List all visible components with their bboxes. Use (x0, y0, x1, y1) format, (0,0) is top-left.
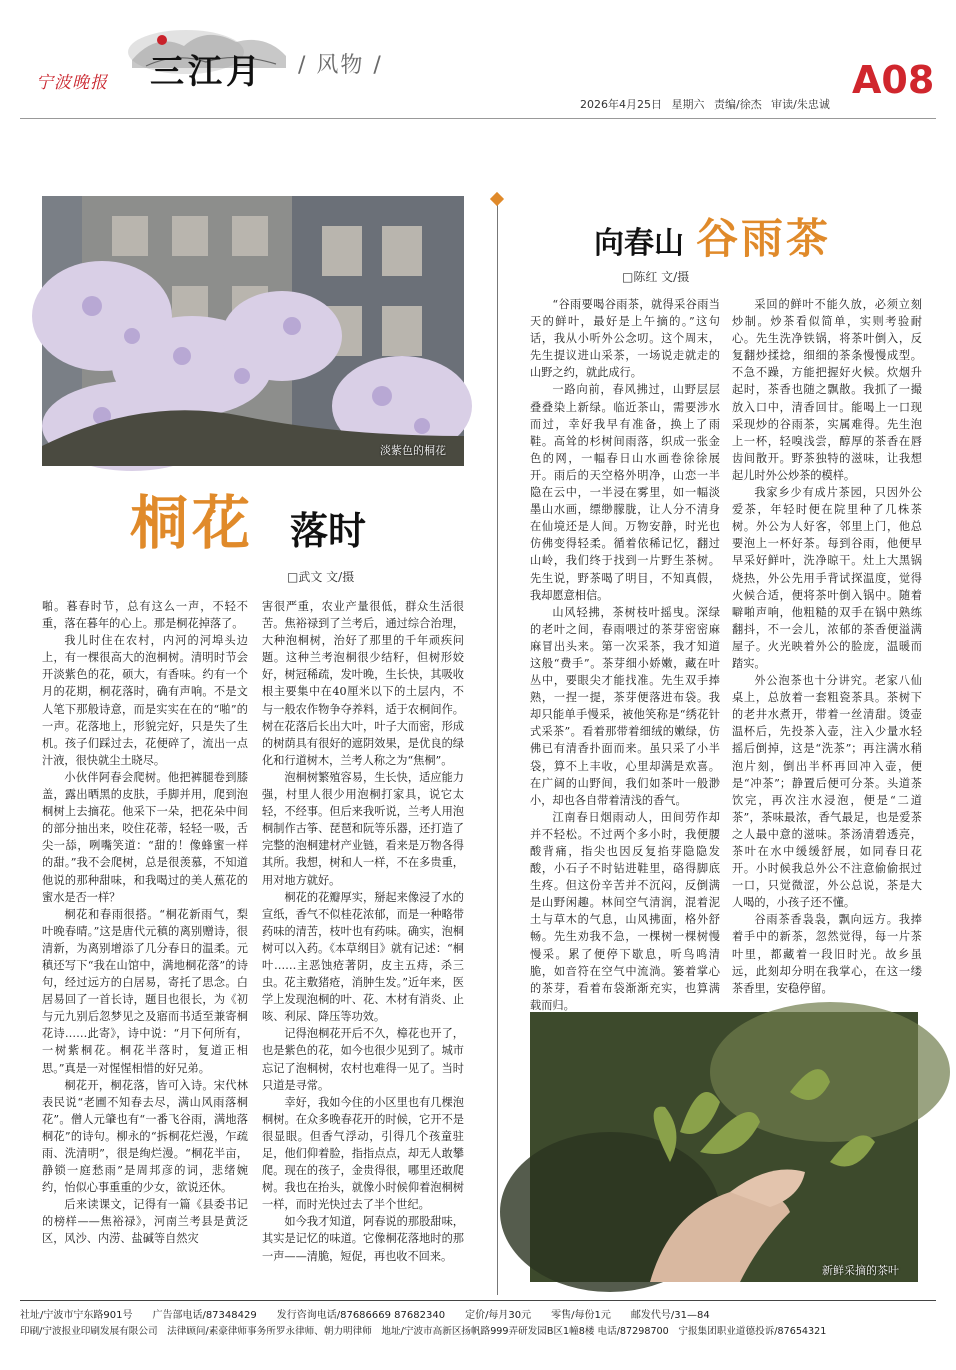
paragraph: 害很严重，农业产量很低，群众生活很苦。焦裕禄到了兰考后，通过综合治理，大种泡桐树，治好了那里的千年顽疾问题。这种兰考泡桐很少结籽，但树形姣好，树冠稀疏，发叶晚，生长快，其吸收根主要集中在40厘米以下的土层内，不与一般农作物争夺养料，适于农桐间作。树在花落后长出大叶，叶子大而密，形成的树荫具有很好的遮阴效果，是优良的绿化和行道树木，兰考人称之为“焦桐”。 (262, 600, 464, 767)
paragraph: 桐花开，桐花落，皆可入诗。宋代林表民说“老圃不知春去尽，满山风雨落桐花”。僧人元肇也有“一番飞谷雨，满地落桐花”的诗句。柳永的“拆桐花烂漫，乍疏雨、洗清明”，很是绚烂漫。“桐花半亩，静锁一庭愁雨”是周邦彦的词，悲绪婉约，怡似心事重重的少女，欲说还休。 (42, 1078, 248, 1195)
paragraph: 一路向前，春风拂过，山野层层叠叠染上新绿。临近茶山，需要涉水而过，幸好我早有准备，换上了雨鞋。高耸的杉树间雨落，织成一张金色的网，一幅春日山水画卷徐徐展开。雨后的天空格外明净，山恋一半隐在云中，一半浸在雾里，如一幅淡墨山水画，缥缈朦胧，让人分不清身在仙境还是人间。万物安静，时光也仿佛变得轻柔。循着依稀记忆，翻过山岭，我们终于找到一片野生茶树。先生说，野茶喝了明目，不知真假，我却愿意相信。 (530, 383, 720, 602)
paragraph: 桐花的花瓣厚实，掰起来像浸了水的宣纸，香气不似桂花浓郁，而是一种略带药味的清苦，枝叶也有药味。确实，泡桐树可以入药。《本草纲目》就有记述：“桐叶……主恶蚀疮著阴，皮主五痔，杀三虫。花主敷猪疮，消肿生发。”近年来，医学上发现泡桐的叶、花、木材有消炎、止咳、利尿、降压等功效。 (262, 890, 464, 1024)
paragraph: 后来读课文，记得有一篇《县委书记的榜样——焦裕禄》，河南兰考县是黄泛区，风沙、内涝、盐碱等自然灾 (42, 1198, 248, 1246)
article2-title: 向春山 (594, 226, 684, 261)
paragraph: 泡桐树繁殖容易，生长快，适应能力强，村里人很少用泡桐打家具，说它太轻，不经事。但后来我听说，兰考人用泡桐制作古筝、琵琶和阮等乐器，还打造了完整的泡桐建材产业链，看来是万物各得其所。我想，树和人一样，不在多贵重，用对地方就好。 (262, 770, 464, 887)
paragraph: 我儿时住在农村，内河的河埠头边上，有一棵很高大的泡桐树。清明时节会开淡紫色的花，硕大，有香味。约有一个月的花期，桐花落时，确有声响。不是文人笔下那般诗意，而是实实在在的“啪”的一声。花落地上，形貌完好，只是失了生机。孩子们踩过去，花便碎了，流出一点汁液，很快就尘土晓尽。 (42, 634, 248, 767)
diamond-marker-icon (490, 192, 504, 206)
article1-column-1 (42, 598, 248, 1294)
footer-line-2: 印刷/宁波报业印刷发展有限公司 法律顾问/素豪律师事务所罗永律师、朝力明律师 地址/宁波市高新区扬帆路999弄研发园B区1幢8楼 电话/87298700 宁报集团职业道德投诉/87654321 (20, 1326, 827, 1337)
section-label: / 风物 / (298, 53, 383, 78)
tung-photo-caption: 淡紫色的桐花 (380, 444, 446, 457)
paragraph: 幸好，我如今住的小区里也有几棵泡桐树。在众多晚春花开的时候，它开不是很显眼。但香气浮动，引得几个孩童驻足，他们仰着脸，指指点点，却无人敢攀爬。现在的孩子，金贵得很，哪里还敢爬树。我也在抬头，就像小时候仰着泡桐树一样，而时光快过去了半个世纪。 (262, 1095, 464, 1212)
paragraph: 啪。暮春时节，总有这么一声，不轻不重，落在暮年的心上。那是桐花掉落了。 (42, 600, 248, 631)
header-rule (20, 118, 936, 119)
paragraph: “谷雨要喝谷雨茶，就得采谷雨当天的鲜叶，最好是上午摘的。”这句话，我从小听外公念叨。这个周末，先生提议进山采茶，一场说走就走的山野之约，就此成行。 (530, 298, 720, 380)
newspaper-brand: 宁波晚报 (36, 73, 108, 93)
page-code: A08 (852, 58, 935, 102)
article1-byline: □武文 文/摄 (287, 570, 355, 584)
article2-byline: □陈红 文/摄 (622, 270, 690, 284)
paragraph: 如今我才知道，阿春说的那股甜味，其实是记忆的味道。它像桐花落地时的那一声——清脆，短促，再也收不回来。 (262, 1215, 464, 1263)
column-divider (497, 200, 498, 1295)
article1-title-accent: 桐花 (130, 489, 255, 557)
article2-title-accent: 谷雨茶 (696, 214, 832, 263)
tea-leaf-photo (530, 1012, 918, 1282)
paragraph: 山风轻拂，茶树枝叶摇曳。深绿的老叶之间，春雨喂过的茶芽密密麻麻冒出头来。第一次采茶，我才知道这般“费手”。茶芽细小娇嫩，藏在叶丛中，要眼尖才能找准。先生双手捧熟，一捏一提，茶芽便落进布袋。我却只能单手慢采，被他笑称是“绣花针式采茶”。看着那带着细绒的嫩绿，仿佛已有清香扑面而来。虽只采了小半袋，算不上丰收，心里却满是欢喜。在广阔的山野间，我们如茶叶一般渺小，却也各自带着清浅的香气。 (530, 605, 720, 807)
paragraph: 我家乡少有成片茶园，只因外公爱茶，年轻时便在院里种了几株茶树。外公为人好客，邻里上门，他总要泡上一杯好茶。每到谷雨，他便早早采好鲜叶，洗净晾干。灶上大黑锅烧热，外公先用手背试探温度，觉得火候合适，便将茶叶倒入锅中。随着噼啪声响，他粗糙的双手在锅中熟练翻抖，不一会儿，浓郁的茶香便溢满屋子。火光映着外公的脸庞，温暖而踏实。 (732, 486, 922, 670)
paragraph: 谷雨茶香袅袅，飘向远方。我捧着手中的新茶，忽然觉得，每一片茶叶里，都藏着一段旧时光。故乡虽远，此刻却分明在我掌心，在这一缕茶香里，安稳停留。 (732, 913, 922, 995)
paragraph: 外公泡茶也十分讲究。老家八仙桌上，总放着一套粗瓷茶具。茶树下的老井水煮开，带着一丝清甜。烫壶温杯后，先投茶入壶，注入少量水轻摇后倒掉，这是“洗茶”；再注满水稍泡片刻，倒出半杯再回冲入壶，便是“冲茶”；静置后便可分茶。头道茶饮完，再次注水浸泡，便是“二道茶”，茶味最浓，香气最足，也是爱茶之人最中意的滋味。茶汤清碧透亮，茶叶在水中缓缓舒展，如同春日花开。小时候我总外公不注意偷偷抿过一口，只觉微涩，外公总说，茶是大人喝的，小孩子还不懂。 (732, 674, 922, 910)
paragraph: 小伙伴阿春会爬树。他把裤腿卷到膝盖，露出晒黑的皮肤，手脚并用，爬到泡桐树上去摘花。他采下一朵，把花朵中间的部分抽出来，咬住花蒂，轻轻一吸，舌尖一舔，咧嘴笑道：“甜的！像蜂蜜一样的甜。”我不会爬树，总是很羡慕，不知道他说的那种甜味，和我喝过的美人蕉花的蜜水是否一样？ (42, 770, 248, 904)
paragraph: 采回的鲜叶不能久放，必须立刻炒制。炒茶看似简单，实则考验耐心。先生洗净铁锅，将茶叶倒入，反复翻炒揉捻，细细的茶条慢慢成型。不急不躁，方能把握好火候。炊烟升起时，茶香也随之飘散。我抓了一撮放入口中，清香回甘。能喝上一口现采现炒的谷雨茶，实属难得。先生泡上一杯，轻嗅浅尝，醇厚的茶香在唇齿间散开。野茶独特的滋味，让我想起儿时外公炒茶的模样。 (732, 298, 922, 482)
paragraph: 桐花和春雨很搭。“桐花新雨气，梨叶晚春晴。”这是唐代元稹的离别赠诗，很清新，为离别增添了几分春日的温柔。元稹还写下“我在山馆中，满地桐花落”的诗句，经过远方的白居易，寄托了思念。白居易回了一首长诗，题目也很长，为《初与元九别后忽梦见之及寤而书适至兼寄桐花诗……此寄》，诗中说：“月下何所有，一树紫桐花。桐花半落时，复道正相思。”真是一对惺惺相惜的好兄弟。 (42, 907, 248, 1075)
tung-blossom-photo (42, 196, 464, 466)
article2-column-2 (732, 296, 922, 996)
article1-title: 落时 (290, 508, 367, 553)
article1-column-2 (262, 598, 464, 1294)
tea-photo-caption: 新鲜采摘的茶叶 (822, 1264, 899, 1277)
footer-rule (20, 1300, 936, 1301)
column-title: 三江月 (150, 52, 264, 92)
paragraph: 江南春日烟雨动人，田间劳作却并不轻松。不过两个多小时，我便腰酸背痛，指尖也因反复掐芽隐隐发酸，小石子不时钻进鞋里，硌得脚底生疼。但这份辛苦并不沉闷，反倒满是山野闲趣。林间空气清润，混着泥土与草木的气息，山风拂面，格外舒畅。先生劝我不急，一棵树一棵树慢慢采。累了便停下歇息，听鸟鸣清脆，如音符在空气中流淌。篓着掌心的茶芽，看着布袋渐渐充实，也算满载而归。 (530, 810, 720, 1012)
paragraph: 记得泡桐花开后不久，樟花也开了，也是紫色的花，如今也很少见到了。城市忘记了泡桐树，农村也难得一见了。当时只道是寻常。 (262, 1027, 464, 1092)
article2-column-1 (530, 296, 720, 1012)
footer-line-1: 社址/宁波市宁东路901号 广告部电话/87348429 发行咨询电话/87686669 87682340 定价/每月30元 零售/每份1元 邮发代号/31—84 (20, 1310, 710, 1321)
edition-meta: 2026年4月25日 星期六 责编/徐杰 审读/朱忠诚 (580, 98, 830, 111)
